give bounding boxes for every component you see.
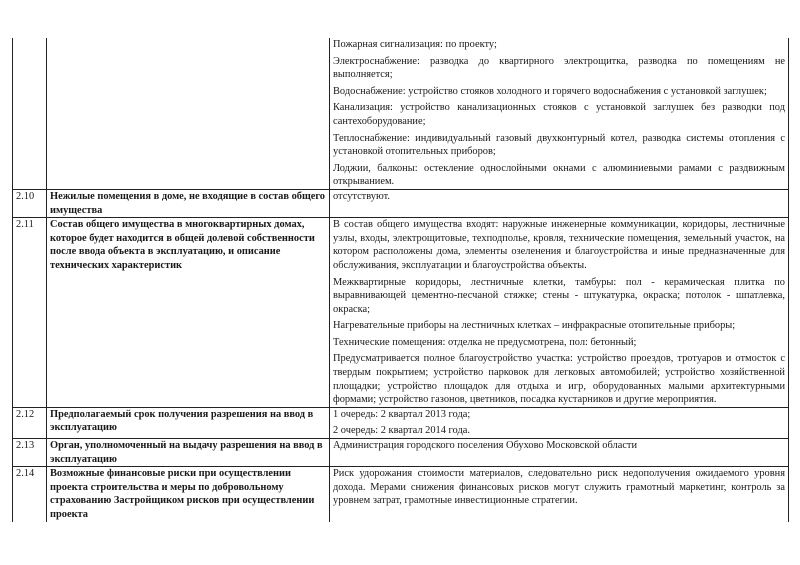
- value-paragraph: Администрация городского поселения Обухово Московской области: [333, 440, 638, 452]
- table-row: [13, 38, 789, 189]
- row-value: [330, 467, 789, 522]
- project-declaration-table: [12, 38, 789, 522]
- row-number: 2.12: [13, 407, 47, 438]
- row-number: 2.11: [13, 218, 47, 408]
- row-number: 2.14: [13, 467, 47, 522]
- row-heading: Нежилые помещения в доме, не входящие в состав общего имущества: [47, 189, 330, 217]
- row-value: [330, 407, 789, 438]
- row-heading: Состав общего имущества в многоквартирных домах, которое будет находится в общей долевой собственности после ввода объекта в эксплуатацию, и описание технических характеристик: [47, 218, 330, 408]
- row-heading: [47, 38, 330, 189]
- table-row: [13, 439, 789, 467]
- row-heading: Предполагаемый срок получения разрешения на ввод в эксплуатацию: [47, 407, 330, 438]
- value-paragraph: Межквартирные коридоры, лестничные клетки, тамбуры: пол - керамическая плитка по выравнивающей цементно-песчаной стяжке; стены - штукатурка, окраска; потолок - шпатлевка, окраска;: [333, 276, 785, 315]
- table-row: [13, 407, 789, 438]
- value-paragraph: В состав общего имущества входят: наружные инженерные коммуникации, коридоры, лестничные узлы, входы, электрощитовые, техподполье, кровля, технические помещения, земельный участок, на котором расположены дома, элементы озеленения и благоустройства и иные предназначенные для обслуживания, эксплуатации и благоустройства объекты.: [333, 219, 785, 271]
- value-paragraph: 2 очередь: 2 квартал 2014 года.: [333, 425, 470, 437]
- value-paragraph: 1 очередь: 2 квартал 2013 года;: [333, 408, 471, 420]
- value-paragraph: Канализация: устройство канализационных стояков с установкой заглушек без разводки под сантехоборудование;: [333, 102, 785, 127]
- row-value: [330, 218, 789, 408]
- value-paragraph: Технические помещения: отделка не предусмотрена, пол: бетонный;: [333, 336, 637, 348]
- value-paragraph: Водоснабжение: устройство стояков холодного и горячего водоснабжения с установкой заглушек;: [333, 85, 767, 97]
- table-row: [13, 189, 789, 217]
- row-value: [330, 38, 789, 189]
- row-heading: Орган, уполномоченный на выдачу разрешения на ввод в эксплуатацию: [47, 439, 330, 467]
- value-paragraph: Риск удорожания стоимости материалов, следовательно риск недополучения ожидаемого уровня дохода. Мерами снижения финансовых рисков могут служить грамотный маркетинг, контроль за уровнем затрат, грамотные инвестиционные стратегии.: [333, 468, 785, 507]
- value-paragraph: Пожарная сигнализация: по проекту;: [333, 39, 497, 50]
- row-number: 2.13: [13, 439, 47, 467]
- value-paragraph: Нагревательные приборы на лестничных клетках – инфракрасные отопительные приборы;: [333, 320, 736, 332]
- row-heading: Возможные финансовые риски при осуществлении проекта строительства и меры по добровольному страхованию Застройщиком рисков при осуществлении проекта: [47, 467, 330, 522]
- table-row: [13, 467, 789, 522]
- table-row: [13, 218, 789, 408]
- value-paragraph: Теплоснабжение: индивидуальный газовый двухконтурный котел, разводка системы отопления с установкой отопительных приборов;: [333, 132, 785, 158]
- value-paragraph: Предусматривается полное благоустройство участка: устройство проездов, тротуаров и отмосток с твердым покрытием; устройство парковок для легковых автомобилей; устройство хозяйственной площадки; устройство площадок для отдыха и игр, оборудованных малыми архитектурными формами; устройство газонов, цветников, посадка кустарников и другие мероприятия.: [333, 353, 785, 406]
- row-number: [13, 38, 47, 189]
- row-value: [330, 189, 789, 217]
- value-paragraph: Лоджии, балконы: остекление однослойными окнами с алюминиевыми рамами с раздвижным открыванием.: [333, 162, 785, 188]
- row-value: [330, 439, 789, 467]
- row-number: 2.10: [13, 189, 47, 217]
- value-paragraph: Электроснабжение: разводка до квартирного электрощитка, разводка по помещениям не выполняется;: [333, 55, 785, 81]
- value-paragraph: отсутствуют.: [333, 190, 390, 202]
